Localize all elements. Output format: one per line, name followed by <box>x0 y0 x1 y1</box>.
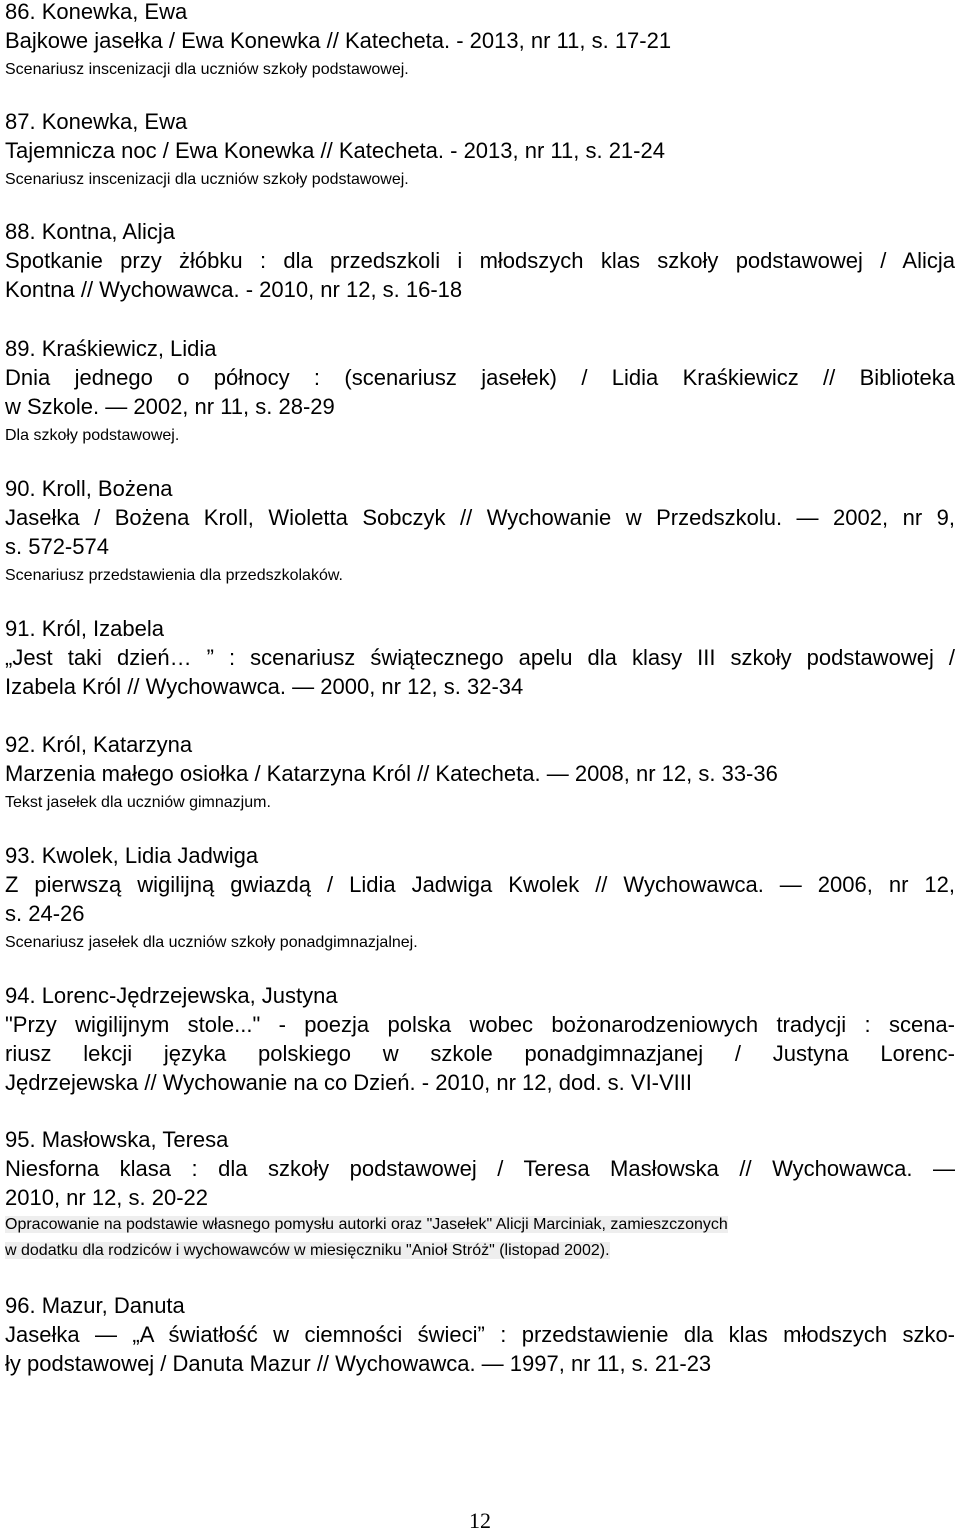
entry-annotation: Scenariusz inscenizacji dla uczniów szkoły podstawowej. <box>5 61 409 78</box>
entry-heading: 89. Kraśkiewicz, Lidia <box>5 336 217 361</box>
bibliography-entry-86 <box>5 0 955 84</box>
bibliography-entry-91 <box>5 614 955 701</box>
entry-citation: Jasełka / Bożena Kroll, Wioletta Sobczyk // Wychowanie w Przedszkolu. — 2002, nr 9, <box>5 505 955 530</box>
entry-heading: 93. Kwolek, Lidia Jadwiga <box>5 843 259 868</box>
entry-annotation: Dla szkoły podstawowej. <box>5 427 180 444</box>
bibliography-entry-96 <box>5 1291 955 1378</box>
entry-heading: 88. Kontna, Alicja <box>5 219 176 244</box>
entry-citation-continued: riusz lekcji języka polskiego w szkole ponadgimnazjanej / Justyna Lorenc- <box>5 1041 955 1066</box>
bibliography-entry-93 <box>5 841 955 957</box>
entry-citation: Jasełka — „A światłość w ciemności świeci” : przedstawienie dla klas młodszych szko- <box>5 1322 955 1347</box>
entry-annotation: Scenariusz inscenizacji dla uczniów szkoły podstawowej. <box>5 171 409 188</box>
bibliography-entry-87 <box>5 107 955 194</box>
entry-citation-continued: s. 24-26 <box>5 901 85 926</box>
bibliography-entry-88 <box>5 217 955 304</box>
entry-annotation-continued: w dodatku dla rodziców i wychowawców w miesięczniku "Anioł Stróż" (listopad 2002). <box>5 1242 610 1259</box>
entry-citation-continued: Izabela Król // Wychowawca. — 2000, nr 12, s. 32-34 <box>5 674 524 699</box>
entry-citation-continued: 2010, nr 12, s. 20-22 <box>5 1185 209 1210</box>
entry-heading: 87. Konewka, Ewa <box>5 109 188 134</box>
entry-citation: Marzenia małego osiołka / Katarzyna Król // Katecheta. — 2008, nr 12, s. 33-36 <box>5 761 778 786</box>
bibliography-entry-90 <box>5 474 955 590</box>
entry-citation-continued: Kontna // Wychowawca. - 2010, nr 12, s. 16-18 <box>5 277 463 302</box>
entry-citation: Z pierwszą wigilijną gwiazdą / Lidia Jadwiga Kwolek // Wychowawca. — 2006, nr 12, <box>5 872 955 897</box>
page-number: 12 <box>469 1508 491 1533</box>
entry-citation: „Jest taki dzień… ” : scenariusz świątecznego apelu dla klasy III szkoły podstawowej / <box>5 645 955 670</box>
bibliography-entry-94 <box>5 981 955 1097</box>
entry-citation: "Przy wigilijnym stole..." - poezja polska wobec bożonarodzeniowych tradycji : scena- <box>5 1012 955 1037</box>
entry-heading: 90. Kroll, Bożena <box>5 476 173 501</box>
entry-citation-continued: Jędrzejewska // Wychowanie na co Dzień. - 2010, nr 12, dod. s. VI-VIII <box>5 1070 693 1095</box>
bibliography-entry-89 <box>5 334 955 450</box>
entry-annotation: Opracowanie na podstawie własnego pomysłu autorki oraz "Jasełek" Alicji Marciniak, zamieszczonych <box>5 1216 728 1233</box>
entry-citation-continued: s. 572-574 <box>5 534 109 559</box>
entry-annotation: Scenariusz przedstawienia dla przedszkolaków. <box>5 567 343 584</box>
entry-heading: 92. Król, Katarzyna <box>5 732 193 757</box>
entry-annotation-row <box>5 1212 955 1238</box>
entry-heading: 94. Lorenc-Jędrzejewska, Justyna <box>5 983 338 1008</box>
entry-citation-continued: ły podstawowej / Danuta Mazur // Wychowawca. — 1997, nr 11, s. 21-23 <box>5 1351 712 1376</box>
entry-annotation: Scenariusz jasełek dla uczniów szkoły ponadgimnazjalnej. <box>5 934 418 951</box>
entry-annotation: Tekst jasełek dla uczniów gimnazjum. <box>5 794 271 811</box>
entry-heading: 91. Król, Izabela <box>5 616 164 641</box>
entry-heading: 96. Mazur, Danuta <box>5 1293 185 1318</box>
entry-citation: Tajemnicza noc / Ewa Konewka // Katecheta. - 2013, nr 11, s. 21-24 <box>5 138 665 163</box>
bibliography-entry-95 <box>5 1125 955 1264</box>
entry-annotation-row <box>5 1238 955 1264</box>
entry-heading: 95. Masłowska, Teresa <box>5 1127 229 1152</box>
entry-citation: Spotkanie przy żłóbku : dla przedszkoli i młodszych klas szkoły podstawowej / Alicja <box>5 248 955 273</box>
bibliography-entry-92 <box>5 730 955 817</box>
entry-heading: 86. Konewka, Ewa <box>5 0 188 24</box>
entry-citation: Dnia jednego o północy : (scenariusz jasełek) / Lidia Kraśkiewicz // Biblioteka <box>5 365 955 390</box>
entry-citation-continued: w Szkole. — 2002, nr 11, s. 28-29 <box>5 394 335 419</box>
entry-citation: Bajkowe jasełka / Ewa Konewka // Katecheta. - 2013, nr 11, s. 17-21 <box>5 28 672 53</box>
entry-citation: Niesforna klasa : dla szkoły podstawowej / Teresa Masłowska // Wychowawca. — <box>5 1156 955 1181</box>
